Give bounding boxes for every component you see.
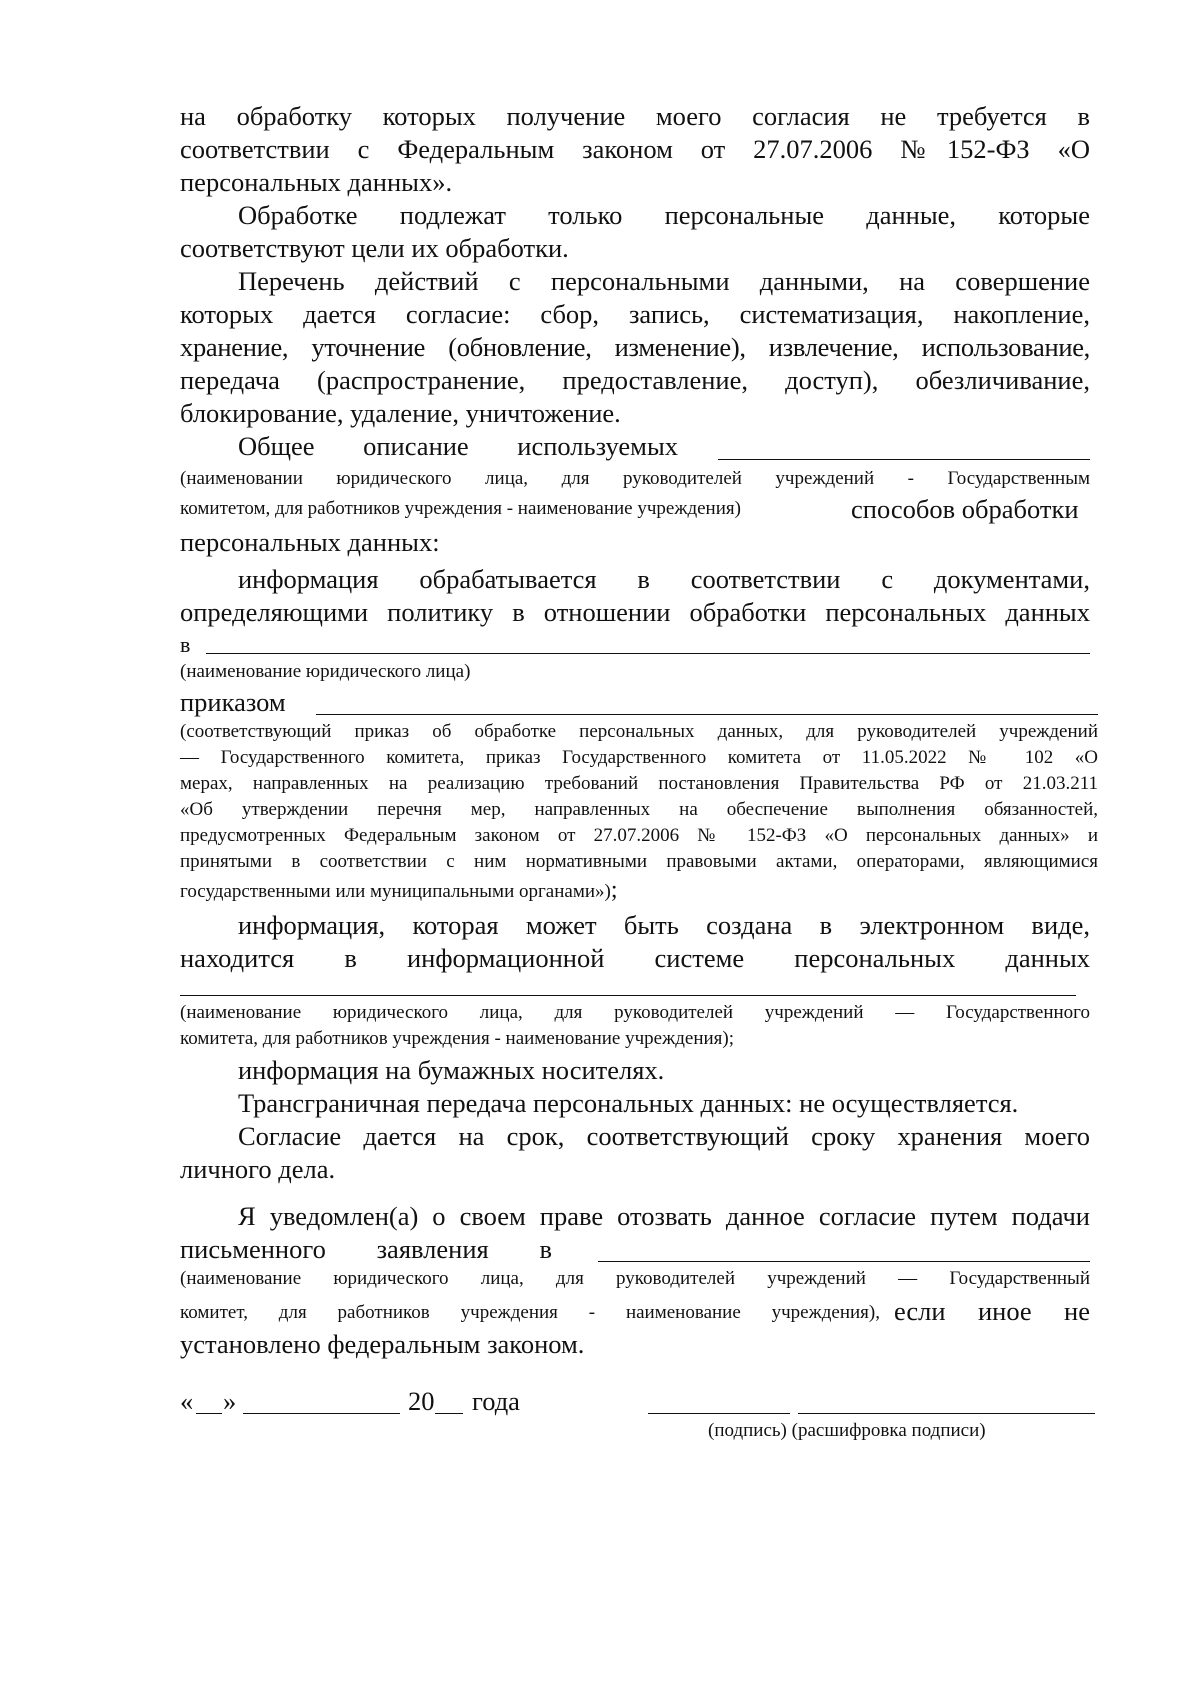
fill-line-signature	[648, 1413, 790, 1414]
p10-line-3-cont: если иное не	[894, 1296, 1090, 1326]
p2-line-1: Обработке подлежат только персональные данные, которые	[238, 200, 1090, 230]
p5-note: (наименование юридического лица)	[180, 661, 471, 682]
p1-line-2: соответствии с Федеральным законом от 27.07.2006 №152-ФЗ «О	[180, 134, 1090, 164]
p10-note-line-1: (наименование юридического лица, для руководителей учреждений — Государственный	[180, 1268, 1090, 1289]
fill-line-month	[243, 1413, 400, 1414]
signature-caption: (подпись) (расшифровка подписи)	[708, 1420, 986, 1441]
date-quote-close: »	[223, 1386, 237, 1416]
p4-line-1: Общее описание используемых	[238, 431, 678, 461]
p5-line-1: информация обрабатывается в соответствии с документами,	[238, 564, 1090, 594]
p6-line-2: находится в информационной системе персональных данных	[180, 943, 1090, 973]
p10-line-4: установлено федеральным законом.	[180, 1329, 585, 1359]
fill-line-method	[718, 459, 1090, 460]
p1-line-1: на обработку которых получение моего согласия не требуется в	[180, 101, 1090, 131]
p8-line: Трансграничная передача персональных данных: не осуществляется.	[238, 1088, 1019, 1118]
fill-line-signature-decoding	[798, 1413, 1095, 1414]
order-note-line-3: мерах, направленных на реализацию требований постановления Правительства РФ от 21.03.211	[180, 773, 1098, 794]
fill-line-info-system	[180, 995, 1076, 996]
date-year-prefix: 20	[408, 1386, 435, 1416]
p10-line-1: Я уведомлен(а) о своем праве отозвать данное согласие путем подачи	[238, 1201, 1090, 1231]
fill-line-legal-entity	[206, 653, 1090, 654]
order-note-line-1: (соответствующий приказ об обработке персональных данных, для руководителей учреждений	[180, 721, 1098, 742]
p9-line-1: Согласие дается на срок, соответствующий сроку хранения моего	[238, 1121, 1090, 1151]
order-note-line-2: — Государственного комитета, приказ Государственного комитета от 11.05.2022 № 102 «О	[180, 747, 1098, 768]
p3-line-1: Перечень действий с персональными данными, на совершение	[238, 266, 1090, 296]
fill-line-day	[196, 1413, 222, 1414]
p9-line-2: личного дела.	[180, 1154, 336, 1184]
p6-note-line-2: комитета, для работников учреждения - наименование учреждения);	[180, 1028, 734, 1049]
order-note-line-6: принятыми в соответствии с ним нормативными правовыми актами, операторами, являющимися	[180, 851, 1098, 872]
order-note-line-7-text: государственными или муниципальными органами»)	[180, 881, 611, 902]
p5-line-3: в	[180, 632, 191, 657]
order-label: приказом	[180, 687, 286, 717]
fill-line-year	[435, 1413, 463, 1414]
p4-line-2-cont: способов обработки	[851, 494, 1079, 524]
p4-note-line-2: комитетом, для работников учреждения - наименование учреждения)	[180, 498, 741, 519]
order-note-line-5: предусмотренных Федеральным законом от 27.07.2006 № 152-ФЗ «О персональных данных» и	[180, 825, 1098, 846]
p3-line-3: хранение, уточнение (обновление, изменение), извлечение, использование,	[180, 332, 1090, 362]
order-note-end: ;	[610, 877, 618, 903]
p5-line-2: определяющими политику в отношении обработки персональных данных	[180, 597, 1090, 627]
p1-line-3: персональных данных».	[180, 167, 453, 197]
p3-line-2: которых дается согласие: сбор, запись, систематизация, накопление,	[180, 299, 1090, 329]
order-note-line-4: «Об утверждении перечня мер, направленных на обеспечение выполнения обязанностей,	[180, 799, 1098, 820]
p7-line: информация на бумажных носителях.	[238, 1055, 665, 1085]
p4-line-3: персональных данных:	[180, 527, 440, 557]
p6-note-line-1: (наименование юридического лица, для руководителей учреждений — Государственного	[180, 1002, 1090, 1023]
p2-line-2: соответствуют цели их обработки.	[180, 233, 569, 263]
p10-line-2: письменного заявления в	[180, 1234, 552, 1264]
date-quote-open: «	[180, 1386, 194, 1416]
p10-note-line-2: комитет, для работников учреждения - наименование учреждения),	[180, 1302, 880, 1323]
p6-line-1: информация, которая может быть создана в электронном виде,	[238, 910, 1090, 940]
fill-line-order	[316, 714, 1098, 715]
p4-note-line-1: (наименовании юридического лица, для руководителей учреждений - Государственным	[180, 468, 1090, 489]
p3-line-5: блокирование, удаление, уничтожение.	[180, 398, 621, 428]
fill-line-application	[598, 1261, 1090, 1262]
order-note-line-7	[180, 876, 618, 906]
date-year-word: года	[472, 1386, 520, 1416]
p3-line-4: передача (распространение, предоставление, доступ), обезличивание,	[180, 365, 1090, 395]
